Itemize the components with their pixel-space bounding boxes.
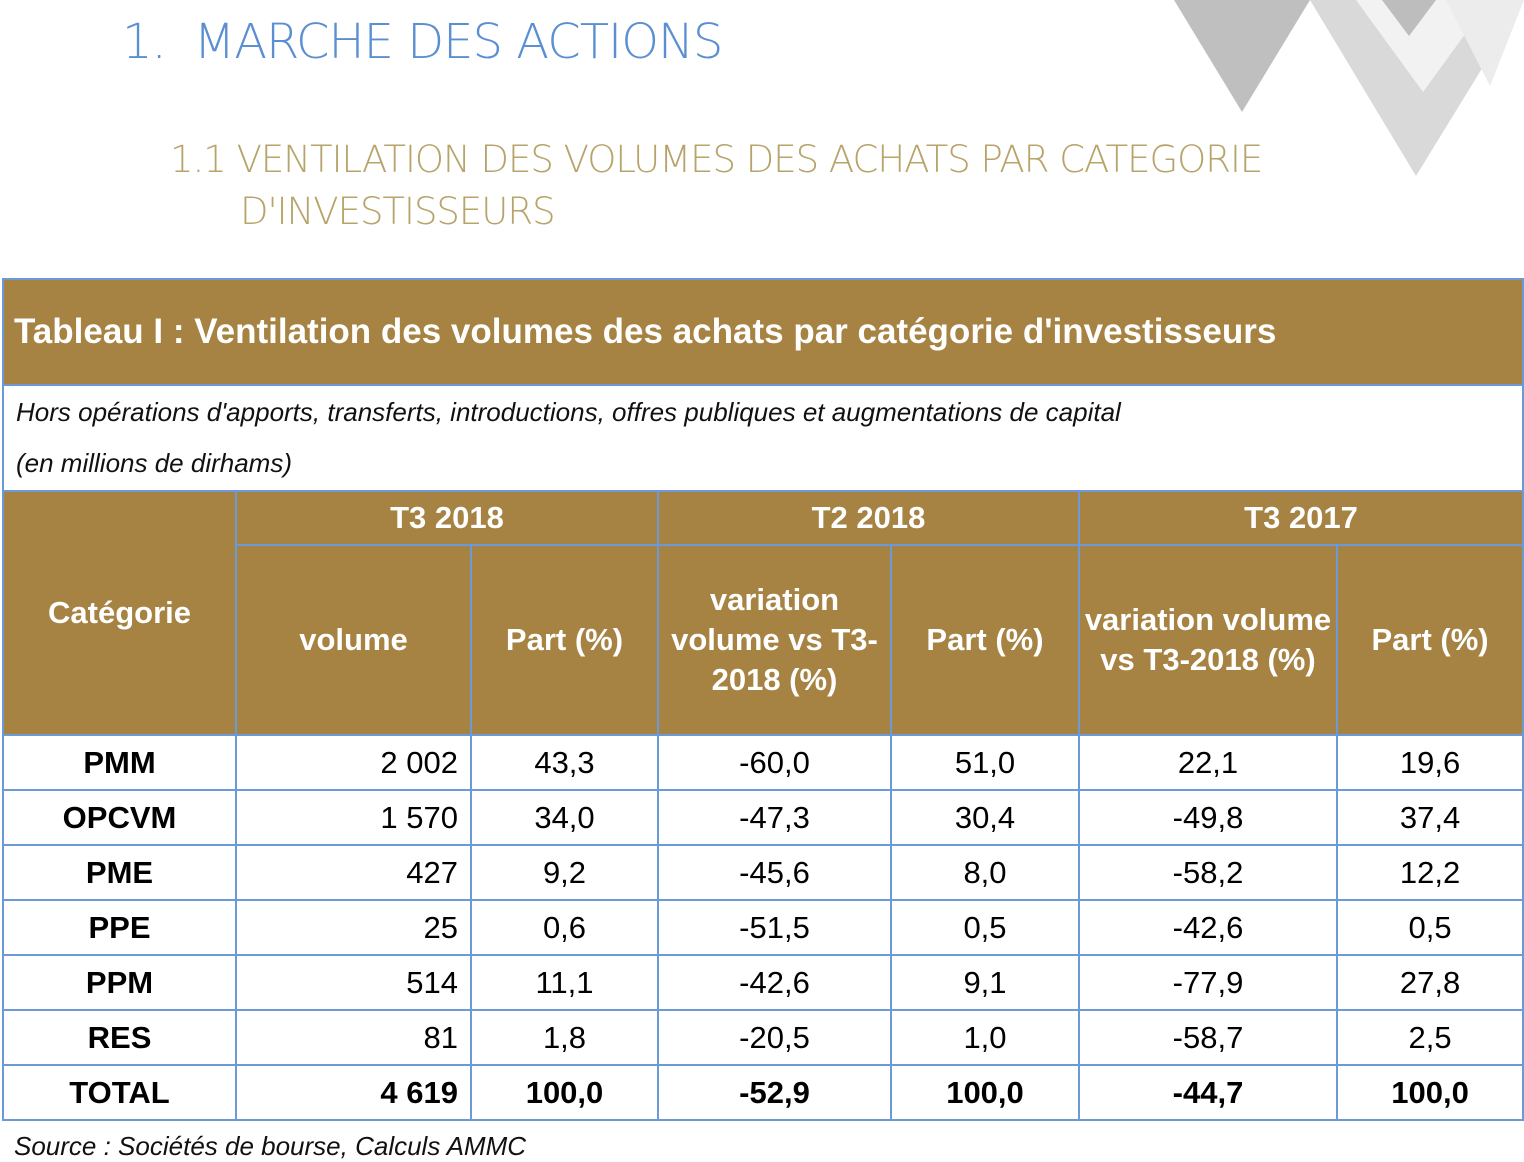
subsection-heading [170,134,1262,238]
row-part-t3-2017: 12,2 [1337,845,1523,900]
total-part-t3-2017: 100,0 [1337,1065,1523,1120]
row-category: RES [3,1010,236,1065]
row-part-t3-2018: 43,3 [471,735,658,790]
row-part-t3-2018: 11,1 [471,955,658,1010]
row-variation-t3-2017: 22,1 [1079,735,1337,790]
row-part-t3-2017: 2,5 [1337,1010,1523,1065]
table-note [3,385,1523,491]
row-variation-t2-2018: -20,5 [658,1010,891,1065]
header-variation-t2-2018: variation volume vs T3-2018 (%) [658,545,891,735]
row-variation-t2-2018: -47,3 [658,790,891,845]
row-part-t2-2018: 0,5 [891,900,1079,955]
header-period-t3-2018: T3 2018 [236,491,658,545]
section-heading: 1. MARCHE DES ACTIONS [122,14,723,70]
row-variation-t3-2017: -77,9 [1079,955,1337,1010]
row-variation-t2-2018: -42,6 [658,955,891,1010]
table-note-scope: Hors opérations d'apports, transferts, introductions, offres publiques et augmentations de capital [16,397,1121,427]
row-variation-t2-2018: -60,0 [658,735,891,790]
header-part-t3-2017: Part (%) [1337,545,1523,735]
table-total-row [3,1065,1523,1120]
row-part-t3-2018: 34,0 [471,790,658,845]
total-variation-t2-2018: -52,9 [658,1065,891,1120]
table-row [3,735,1523,790]
row-category: PPE [3,900,236,955]
row-part-t2-2018: 30,4 [891,790,1079,845]
table-row [3,955,1523,1010]
source-note: Source : Sociétés de bourse, Calculs AMMC [14,1131,527,1161]
table-row [3,845,1523,900]
row-part-t2-2018: 8,0 [891,845,1079,900]
row-category: PMM [3,735,236,790]
row-part-t3-2018: 1,8 [471,1010,658,1065]
row-variation-t2-2018: -45,6 [658,845,891,900]
row-part-t3-2017: 19,6 [1337,735,1523,790]
row-part-t3-2017: 0,5 [1337,900,1523,955]
total-category: TOTAL [3,1065,236,1120]
total-volume: 4 619 [236,1065,471,1120]
header-volume: volume [236,545,471,735]
investor-category-table [2,278,1524,1121]
header-part-t3-2018: Part (%) [471,545,658,735]
row-variation-t3-2017: -58,7 [1079,1010,1337,1065]
row-category: PPM [3,955,236,1010]
table-row [3,790,1523,845]
row-part-t3-2018: 9,2 [471,845,658,900]
row-part-t3-2017: 37,4 [1337,790,1523,845]
row-volume: 25 [236,900,471,955]
row-volume: 1 570 [236,790,471,845]
row-part-t2-2018: 9,1 [891,955,1079,1010]
header-period-t3-2017: T3 2017 [1079,491,1523,545]
row-part-t2-2018: 51,0 [891,735,1079,790]
table-row [3,900,1523,955]
row-category: OPCVM [3,790,236,845]
header-variation-t3-2017: variation volume vs T3-2018 (%) [1079,545,1337,735]
total-variation-t3-2017: -44,7 [1079,1065,1337,1120]
header-period-t2-2018: T2 2018 [658,491,1079,545]
table-title: Tableau I : Ventilation des volumes des achats par catégorie d'investisseurs [3,279,1523,385]
header-category: Catégorie [3,491,236,735]
row-variation-t3-2017: -49,8 [1079,790,1337,845]
row-volume: 427 [236,845,471,900]
subsection-heading-line1: 1.1 VENTILATION DES VOLUMES DES ACHATS PAR CATEGORIE [170,138,1263,181]
total-part-t3-2018: 100,0 [471,1065,658,1120]
total-part-t2-2018: 100,0 [891,1065,1079,1120]
row-variation-t2-2018: -51,5 [658,900,891,955]
row-volume: 81 [236,1010,471,1065]
row-part-t2-2018: 1,0 [891,1010,1079,1065]
row-volume: 2 002 [236,735,471,790]
subsection-heading-line2: D'INVESTISSEURS [240,190,555,233]
table-row [3,1010,1523,1065]
row-variation-t3-2017: -58,2 [1079,845,1337,900]
header-part-t2-2018: Part (%) [891,545,1079,735]
table-note-unit: (en millions de dirhams) [16,448,292,478]
row-variation-t3-2017: -42,6 [1079,900,1337,955]
row-category: PME [3,845,236,900]
row-part-t3-2018: 0,6 [471,900,658,955]
row-part-t3-2017: 27,8 [1337,955,1523,1010]
row-volume: 514 [236,955,471,1010]
